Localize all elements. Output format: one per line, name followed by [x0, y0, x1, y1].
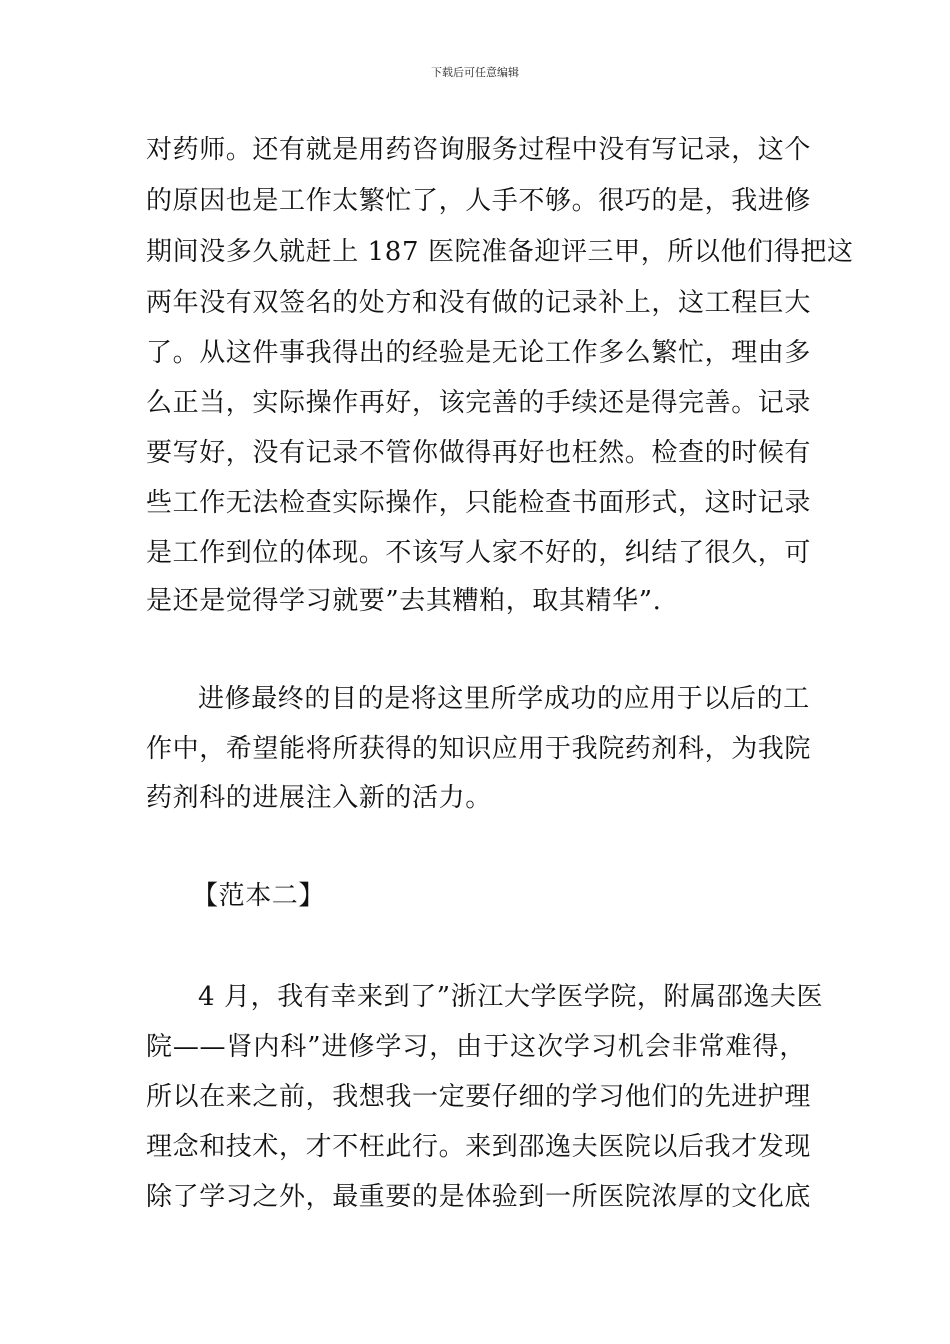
text-line: 么正当，实际操作再好，该完善的手续还是得完善。记录 — [146, 388, 812, 418]
text-line: 作中，希望能将所获得的知识应用于我院药剂科，为我院 — [146, 734, 812, 764]
text-line: 期间没多久就赶上 187 医院准备迎评三甲，所以他们得把这 — [146, 237, 854, 267]
page-header: 下载后可任意编辑 — [431, 66, 519, 79]
text-line: 对药师。还有就是用药咨询服务过程中没有写记录，这个 — [146, 135, 812, 165]
text-line: 药剂科的进展注入新的活力。 — [146, 783, 492, 813]
text-line: 进修最终的目的是将这里所学成功的应用于以后的工 — [198, 684, 810, 714]
text-line: 的原因也是工作太繁忙了，人手不够。很巧的是，我进修 — [146, 186, 812, 216]
text-line: 要写好，没有记录不管你做得再好也枉然。检查的时候有 — [146, 438, 812, 468]
text-line: 【范本二】 — [192, 881, 326, 911]
text-line: 了。从这件事我得出的经验是无论工作多么繁忙，理由多 — [146, 338, 812, 368]
text-line: 是工作到位的体现。不该写人家不好的，纠结了很久，可 — [146, 538, 812, 568]
text-line: 所以在来之前，我想我一定要仔细的学习他们的先进护理 — [146, 1082, 812, 1112]
text-line: 除了学习之外，最重要的是体验到一所医院浓厚的文化底 — [146, 1182, 812, 1212]
text-line: 理念和技术，才不枉此行。来到邵逸夫医院以后我才发现 — [146, 1132, 812, 1162]
text-line: 4 月，我有幸来到了”浙江大学医学院，附属邵逸夫医 — [198, 982, 824, 1012]
text-line: 院——肾内科”进修学习，由于这次学习机会非常难得， — [146, 1032, 806, 1062]
text-line: 两年没有双签名的处方和没有做的记录补上，这工程巨大 — [146, 288, 812, 318]
text-line: 些工作无法检查实际操作，只能检查书面形式，这时记录 — [146, 488, 812, 518]
text-line: 是还是觉得学习就要”去其糟粕，取其精华”. — [146, 586, 662, 616]
